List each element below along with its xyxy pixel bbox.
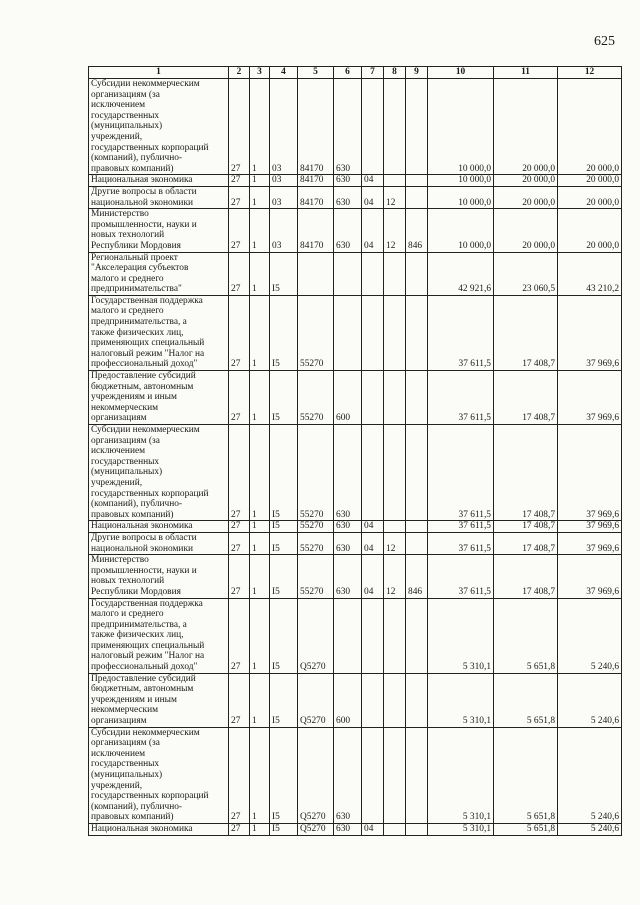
code-cell-col8: 12: [384, 186, 406, 208]
code-cell-col9: 846: [406, 555, 428, 598]
code-cell-col8: [384, 295, 406, 370]
amount-cell-col11: 17 408,7: [494, 555, 558, 598]
code-cell-col6: 630: [334, 425, 362, 521]
row-name-cell: Министерство промышленности, науки и новых технологий Республики Мордовия: [89, 555, 229, 598]
code-cell-col5: 55270: [298, 295, 334, 370]
code-cell-col6: [334, 598, 362, 673]
amount-cell-col12: 37 969,6: [558, 555, 622, 598]
code-cell-col3: 1: [250, 532, 270, 554]
amount-cell-col12: 37 969,6: [558, 425, 622, 521]
row-name-cell: Предоставление субсидий бюджетным, автономным учреждениям и иным некоммерческим организациям: [89, 371, 229, 425]
code-cell-col6: 630: [334, 555, 362, 598]
table-row: [89, 175, 622, 187]
code-cell-col9: [406, 425, 428, 521]
row-name-cell: Субсидии некоммерческим организациям (за исключением государственных (муниципальных) учреждений, государственных корпораций (компаний), публично- правовых компаний): [89, 727, 229, 823]
code-cell-col4: I5: [270, 252, 298, 295]
amount-cell-col10: 10 000,0: [428, 175, 494, 187]
column-header-3: 3: [250, 67, 270, 79]
code-cell-col3: 1: [250, 727, 270, 823]
code-cell-col5: 84170: [298, 175, 334, 187]
code-cell-col8: [384, 673, 406, 727]
row-name-cell: Предоставление субсидий бюджетным, автономным учреждениям и иным некоммерческим организациям: [89, 673, 229, 727]
column-header-2: 2: [229, 67, 250, 79]
amount-cell-col10: 37 611,5: [428, 521, 494, 533]
code-cell-col7: 04: [362, 555, 384, 598]
column-header-1: 1: [89, 67, 229, 79]
table-row: [89, 521, 622, 533]
code-cell-col9: [406, 186, 428, 208]
amount-cell-col12: 43 210,2: [558, 252, 622, 295]
table-row: [89, 371, 622, 425]
code-cell-col5: Q5270: [298, 598, 334, 673]
code-cell-col9: [406, 823, 428, 835]
code-cell-col4: 03: [270, 175, 298, 187]
code-cell-col2: 27: [229, 521, 250, 533]
code-cell-col8: [384, 598, 406, 673]
row-name-cell: Министерство промышленности, науки и новых технологий Республики Мордовия: [89, 209, 229, 252]
code-cell-col2: 27: [229, 371, 250, 425]
amount-cell-col12: 5 240,6: [558, 823, 622, 835]
table-row: [89, 598, 622, 673]
code-cell-col3: 1: [250, 425, 270, 521]
amount-cell-col12: 20 000,0: [558, 186, 622, 208]
page-number: 625: [594, 34, 615, 49]
code-cell-col9: [406, 673, 428, 727]
table-row: [89, 823, 622, 835]
amount-cell-col11: 20 000,0: [494, 79, 558, 175]
budget-table: [88, 66, 622, 836]
table-body: [89, 79, 622, 836]
table-row: [89, 186, 622, 208]
code-cell-col4: I5: [270, 371, 298, 425]
code-cell-col7: [362, 371, 384, 425]
amount-cell-col12: 37 969,6: [558, 532, 622, 554]
code-cell-col4: I5: [270, 823, 298, 835]
code-cell-col8: 12: [384, 209, 406, 252]
row-name-cell: Другие вопросы в области национальной экономики: [89, 532, 229, 554]
table-row: [89, 252, 622, 295]
table-row: [89, 425, 622, 521]
code-cell-col4: I5: [270, 532, 298, 554]
row-name-cell: Национальная экономика: [89, 521, 229, 533]
code-cell-col8: 12: [384, 555, 406, 598]
code-cell-col4: I5: [270, 521, 298, 533]
amount-cell-col10: 42 921,6: [428, 252, 494, 295]
code-cell-col2: 27: [229, 79, 250, 175]
header-row: [89, 67, 622, 79]
column-header-4: 4: [270, 67, 298, 79]
amount-cell-col10: 5 310,1: [428, 598, 494, 673]
amount-cell-col11: 20 000,0: [494, 209, 558, 252]
code-cell-col9: [406, 252, 428, 295]
amount-cell-col10: 37 611,5: [428, 555, 494, 598]
row-name-cell: Национальная экономика: [89, 175, 229, 187]
row-name-cell: Государственная поддержка малого и среднего предпринимательства, а также физических лиц, применяющих специальный налоговый режим "Налог на профессиональный доход": [89, 295, 229, 370]
row-name-cell: Субсидии некоммерческим организациям (за исключением государственных (муниципальных) учреждений, государственных корпораций (компаний), публично- правовых компаний): [89, 79, 229, 175]
amount-cell-col11: 5 651,8: [494, 598, 558, 673]
table-row: [89, 295, 622, 370]
amount-cell-col12: 5 240,6: [558, 673, 622, 727]
amount-cell-col12: 5 240,6: [558, 598, 622, 673]
code-cell-col9: [406, 371, 428, 425]
code-cell-col5: Q5270: [298, 673, 334, 727]
code-cell-col7: 04: [362, 823, 384, 835]
code-cell-col4: I5: [270, 727, 298, 823]
code-cell-col7: [362, 425, 384, 521]
code-cell-col7: [362, 295, 384, 370]
amount-cell-col11: 17 408,7: [494, 295, 558, 370]
amount-cell-col12: 37 969,6: [558, 521, 622, 533]
code-cell-col3: 1: [250, 175, 270, 187]
table-row: [89, 555, 622, 598]
amount-cell-col11: 20 000,0: [494, 186, 558, 208]
code-cell-col3: 1: [250, 521, 270, 533]
amount-cell-col12: 37 969,6: [558, 371, 622, 425]
code-cell-col7: [362, 598, 384, 673]
code-cell-col2: 27: [229, 295, 250, 370]
code-cell-col5: 84170: [298, 186, 334, 208]
code-cell-col6: 630: [334, 79, 362, 175]
amount-cell-col10: 5 310,1: [428, 673, 494, 727]
code-cell-col6: 630: [334, 209, 362, 252]
code-cell-col3: 1: [250, 823, 270, 835]
amount-cell-col12: 37 969,6: [558, 295, 622, 370]
code-cell-col4: I5: [270, 673, 298, 727]
code-cell-col8: [384, 175, 406, 187]
column-header-6: 6: [334, 67, 362, 79]
code-cell-col3: 1: [250, 295, 270, 370]
amount-cell-col10: 10 000,0: [428, 79, 494, 175]
code-cell-col2: 27: [229, 598, 250, 673]
row-name-cell: Региональный проект "Акселерация субъектов малого и среднего предпринимательства": [89, 252, 229, 295]
amount-cell-col10: 37 611,5: [428, 425, 494, 521]
code-cell-col7: 04: [362, 521, 384, 533]
amount-cell-col10: 37 611,5: [428, 371, 494, 425]
row-name-cell: Субсидии некоммерческим организациям (за исключением государственных (муниципальных) учреждений, государственных корпораций (компаний), публично- правовых компаний): [89, 425, 229, 521]
column-header-7: 7: [362, 67, 384, 79]
code-cell-col3: 1: [250, 598, 270, 673]
amount-cell-col11: 17 408,7: [494, 532, 558, 554]
table-row: [89, 727, 622, 823]
table-row: [89, 673, 622, 727]
code-cell-col9: [406, 727, 428, 823]
row-name-cell: Другие вопросы в области национальной экономики: [89, 186, 229, 208]
column-header-5: 5: [298, 67, 334, 79]
row-name-cell: Национальная экономика: [89, 823, 229, 835]
code-cell-col5: [298, 252, 334, 295]
amount-cell-col11: 5 651,8: [494, 823, 558, 835]
code-cell-col5: 84170: [298, 209, 334, 252]
amount-cell-col12: 5 240,6: [558, 727, 622, 823]
code-cell-col6: 630: [334, 532, 362, 554]
amount-cell-col10: 5 310,1: [428, 823, 494, 835]
code-cell-col6: 630: [334, 521, 362, 533]
code-cell-col5: 55270: [298, 555, 334, 598]
code-cell-col6: [334, 295, 362, 370]
code-cell-col2: 27: [229, 555, 250, 598]
code-cell-col8: [384, 823, 406, 835]
code-cell-col8: [384, 79, 406, 175]
amount-cell-col11: 5 651,8: [494, 727, 558, 823]
code-cell-col4: 03: [270, 209, 298, 252]
code-cell-col8: [384, 727, 406, 823]
code-cell-col7: 04: [362, 209, 384, 252]
code-cell-col9: [406, 79, 428, 175]
amount-cell-col12: 20 000,0: [558, 209, 622, 252]
code-cell-col7: [362, 673, 384, 727]
code-cell-col5: Q5270: [298, 823, 334, 835]
amount-cell-col11: 17 408,7: [494, 521, 558, 533]
code-cell-col7: [362, 79, 384, 175]
code-cell-col3: 1: [250, 186, 270, 208]
code-cell-col4: I5: [270, 425, 298, 521]
amount-cell-col12: 20 000,0: [558, 175, 622, 187]
code-cell-col7: 04: [362, 175, 384, 187]
amount-cell-col10: 37 611,5: [428, 295, 494, 370]
code-cell-col4: I5: [270, 555, 298, 598]
code-cell-col3: 1: [250, 371, 270, 425]
code-cell-col4: I5: [270, 295, 298, 370]
amount-cell-col10: 5 310,1: [428, 727, 494, 823]
code-cell-col5: 55270: [298, 371, 334, 425]
code-cell-col9: 846: [406, 209, 428, 252]
code-cell-col3: 1: [250, 673, 270, 727]
amount-cell-col10: 10 000,0: [428, 186, 494, 208]
amount-cell-col12: 20 000,0: [558, 79, 622, 175]
amount-cell-col11: 20 000,0: [494, 175, 558, 187]
code-cell-col2: 27: [229, 532, 250, 554]
code-cell-col2: 27: [229, 727, 250, 823]
code-cell-col3: 1: [250, 209, 270, 252]
code-cell-col8: [384, 252, 406, 295]
code-cell-col7: [362, 727, 384, 823]
code-cell-col5: 55270: [298, 425, 334, 521]
code-cell-col4: 03: [270, 186, 298, 208]
code-cell-col3: 1: [250, 252, 270, 295]
code-cell-col4: I5: [270, 598, 298, 673]
amount-cell-col11: 17 408,7: [494, 371, 558, 425]
table-row: [89, 79, 622, 175]
column-header-10: 10: [428, 67, 494, 79]
code-cell-col2: 27: [229, 209, 250, 252]
column-header-12: 12: [558, 67, 622, 79]
code-cell-col8: [384, 521, 406, 533]
amount-cell-col11: 23 060,5: [494, 252, 558, 295]
code-cell-col4: 03: [270, 79, 298, 175]
code-cell-col6: 630: [334, 727, 362, 823]
table-row: [89, 532, 622, 554]
code-cell-col2: 27: [229, 425, 250, 521]
code-cell-col7: 04: [362, 186, 384, 208]
column-header-9: 9: [406, 67, 428, 79]
code-cell-col9: [406, 532, 428, 554]
code-cell-col8: 12: [384, 532, 406, 554]
code-cell-col6: 600: [334, 673, 362, 727]
code-cell-col5: Q5270: [298, 727, 334, 823]
amount-cell-col11: 5 651,8: [494, 673, 558, 727]
code-cell-col5: 84170: [298, 79, 334, 175]
amount-cell-col10: 10 000,0: [428, 209, 494, 252]
code-cell-col3: 1: [250, 555, 270, 598]
code-cell-col2: 27: [229, 186, 250, 208]
code-cell-col8: [384, 371, 406, 425]
code-cell-col6: 600: [334, 371, 362, 425]
row-name-cell: Государственная поддержка малого и среднего предпринимательства, а также физических лиц, применяющих специальный налоговый режим "Налог на профессиональный доход": [89, 598, 229, 673]
code-cell-col3: 1: [250, 79, 270, 175]
code-cell-col6: 630: [334, 823, 362, 835]
column-header-8: 8: [384, 67, 406, 79]
column-header-11: 11: [494, 67, 558, 79]
code-cell-col9: [406, 295, 428, 370]
code-cell-col6: 630: [334, 175, 362, 187]
code-cell-col9: [406, 521, 428, 533]
code-cell-col9: [406, 175, 428, 187]
code-cell-col5: 55270: [298, 532, 334, 554]
code-cell-col8: [384, 425, 406, 521]
code-cell-col9: [406, 598, 428, 673]
amount-cell-col11: 17 408,7: [494, 425, 558, 521]
code-cell-col7: 04: [362, 532, 384, 554]
code-cell-col5: 55270: [298, 521, 334, 533]
amount-cell-col10: 37 611,5: [428, 532, 494, 554]
table-row: [89, 209, 622, 252]
code-cell-col2: 27: [229, 823, 250, 835]
code-cell-col2: 27: [229, 252, 250, 295]
code-cell-col2: 27: [229, 673, 250, 727]
code-cell-col6: [334, 252, 362, 295]
code-cell-col7: [362, 252, 384, 295]
code-cell-col2: 27: [229, 175, 250, 187]
code-cell-col6: 630: [334, 186, 362, 208]
